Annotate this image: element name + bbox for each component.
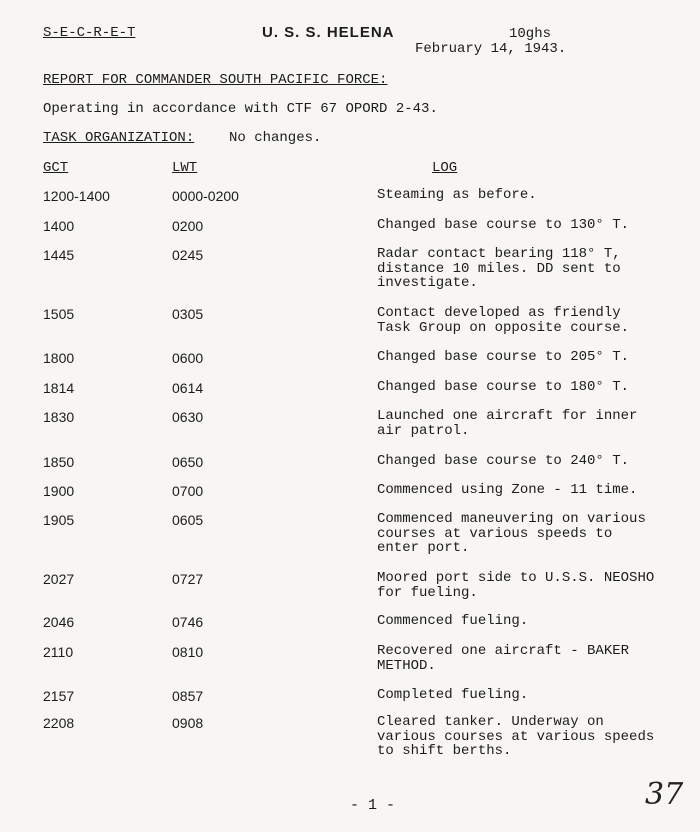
gct-time: 1900 (43, 483, 75, 499)
lwt-time: 0746 (172, 614, 204, 630)
gct-time: 1814 (43, 380, 75, 396)
operating-statement: Operating in accordance with CTF 67 OPORD 2-43. (43, 101, 438, 117)
log-text: Commenced fueling. (377, 613, 529, 629)
gct-time: 1445 (43, 247, 75, 263)
gct-time: 1400 (43, 218, 75, 234)
column-header-gct: GCT (43, 160, 69, 176)
handwritten-page-number: 37 (645, 777, 684, 812)
report-title: REPORT FOR COMMANDER SOUTH PACIFIC FORCE: (43, 72, 388, 88)
gct-time: 2027 (43, 571, 75, 587)
gct-time: 1850 (43, 454, 75, 470)
lwt-time: 0614 (172, 380, 204, 396)
lwt-time: 0908 (172, 715, 204, 731)
lwt-time: 0245 (172, 247, 204, 263)
page-number: - 1 - (350, 797, 396, 814)
log-text: Completed fueling. (377, 687, 529, 703)
lwt-time: 0200 (172, 218, 204, 234)
log-text: Launched one aircraft for inner air patrol. (377, 408, 638, 439)
lwt-time: 0600 (172, 350, 204, 366)
log-text: Changed base course to 130° T. (377, 217, 630, 233)
lwt-time: 0650 (172, 454, 204, 470)
lwt-time: 0305 (172, 306, 204, 322)
gct-time: 1830 (43, 409, 75, 425)
gct-time: 2208 (43, 715, 75, 731)
column-header-lwt: LWT (172, 160, 198, 176)
lwt-time: 0605 (172, 512, 204, 528)
gct-time: 1200-1400 (43, 188, 110, 204)
log-text: Moored port side to U.S.S. NEOSHO for fueling. (377, 570, 655, 601)
gct-time: 2157 (43, 688, 75, 704)
gct-time: 2110 (43, 644, 74, 660)
log-text: Radar contact bearing 118° T, distance 10 miles. DD sent to investigate. (377, 246, 621, 291)
log-text: Changed base course to 240° T. (377, 453, 630, 469)
lwt-time: 0857 (172, 688, 204, 704)
task-organization-label: TASK ORGANIZATION: (43, 130, 195, 146)
lwt-time: 0630 (172, 409, 204, 425)
log-text: Cleared tanker. Underway on various courses at various speeds to shift berths. (377, 714, 655, 759)
gct-time: 1505 (43, 306, 75, 322)
gct-time: 1800 (43, 350, 75, 366)
serial-number: 10ghs (509, 26, 552, 42)
lwt-time: 0000-0200 (172, 188, 239, 204)
task-organization-value: No changes. (229, 130, 322, 146)
log-text: Changed base course to 205° T. (377, 349, 630, 365)
ship-name: U. S. S. HELENA (262, 24, 395, 41)
log-text: Steaming as before. (377, 187, 537, 203)
log-text: Commenced maneuvering on various courses at various speeds to enter port. (377, 511, 646, 556)
log-text: Contact developed as friendly Task Group on opposite course. (377, 305, 630, 336)
log-text: Recovered one aircraft - BAKER METHOD. (377, 643, 630, 674)
lwt-time: 0700 (172, 483, 204, 499)
log-text: Changed base course to 180° T. (377, 379, 630, 395)
log-text: Commenced using Zone - 11 time. (377, 482, 638, 498)
column-header-log: LOG (432, 160, 458, 176)
classification-marking: S-E-C-R-E-T (43, 25, 136, 41)
lwt-time: 0727 (172, 571, 204, 587)
gct-time: 2046 (43, 614, 75, 630)
gct-time: 1905 (43, 512, 75, 528)
lwt-time: 0810 (172, 644, 204, 660)
report-date: February 14, 1943. (415, 41, 567, 57)
